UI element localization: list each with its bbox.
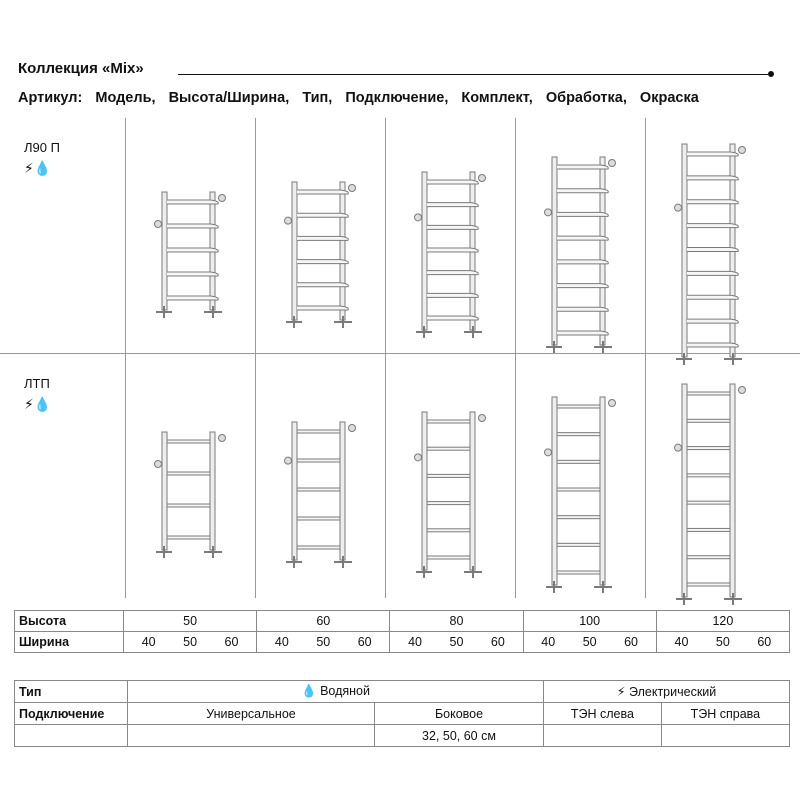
towel-rail-ltp-illustration xyxy=(150,424,230,564)
towel-rail-ltp-illustration xyxy=(410,404,490,584)
width-values xyxy=(257,632,390,653)
towel-rail-l90p-illustration xyxy=(410,164,490,344)
height-value: 60 xyxy=(257,611,390,632)
article-part: Артикул: xyxy=(18,90,83,106)
water-type xyxy=(128,681,544,703)
width-values xyxy=(390,632,523,653)
towel-rail-l90p-illustration xyxy=(280,174,360,334)
width-value: 60 xyxy=(490,635,505,649)
height-value: 80 xyxy=(390,611,523,632)
width-value: 50 xyxy=(183,635,198,649)
width-label: Ширина xyxy=(15,632,124,653)
width-value: 60 xyxy=(624,635,638,649)
ten-left: ТЭН слева xyxy=(544,703,662,725)
width-values xyxy=(124,632,257,653)
width-value: 40 xyxy=(274,635,289,649)
towel-rail-l90p-illustration xyxy=(670,136,750,371)
height-value: 50 xyxy=(124,611,257,632)
spec-table xyxy=(14,680,790,747)
towel-rail-l90p-illustration xyxy=(150,184,230,324)
width-value: 50 xyxy=(449,635,464,649)
width-value: 40 xyxy=(674,635,689,649)
water-label: Водяной xyxy=(320,684,370,698)
universal-connection: Универсальное xyxy=(128,703,375,725)
article-part: Комплект, xyxy=(461,90,533,106)
article-part: Модель, xyxy=(95,90,156,106)
ten-right: ТЭН справа xyxy=(661,703,789,725)
next-row-cell xyxy=(661,725,789,747)
article-line xyxy=(18,90,708,106)
article-part: Тип, xyxy=(302,90,333,106)
dimensions-table xyxy=(14,610,790,653)
collection-title-row xyxy=(18,60,778,82)
electric-type xyxy=(544,681,790,703)
grid-divider xyxy=(255,118,256,598)
title-rule xyxy=(178,74,768,75)
connection-label: Подключение xyxy=(15,703,128,725)
model-label-ltp: ЛТП xyxy=(24,376,50,391)
towel-rail-l90p-illustration xyxy=(540,149,620,359)
grid-divider xyxy=(515,118,516,598)
next-row-label xyxy=(15,725,128,747)
next-row-fragment: 32, 50, 60 см xyxy=(375,725,544,747)
type-label: Тип xyxy=(15,681,128,703)
grid-divider xyxy=(645,118,646,598)
height-value: 100 xyxy=(523,611,656,632)
width-value: 60 xyxy=(757,635,772,649)
collection-title: Коллекция «Mix» xyxy=(18,60,148,77)
side-connection: Боковое xyxy=(375,703,544,725)
width-value: 40 xyxy=(141,635,156,649)
width-values xyxy=(523,632,656,653)
width-value: 40 xyxy=(541,635,556,649)
next-row-cell xyxy=(128,725,375,747)
model-label-l90p: Л90 П xyxy=(24,140,60,155)
drop-icon: 💧 xyxy=(301,684,317,698)
electric-label: Электрический xyxy=(629,685,717,699)
towel-rail-ltp-illustration xyxy=(280,414,360,574)
product-image-grid xyxy=(0,118,800,598)
towel-rail-ltp-illustration xyxy=(540,389,620,599)
width-value: 50 xyxy=(715,635,730,649)
article-part: Высота/Ширина, xyxy=(168,90,290,106)
next-row-cell xyxy=(544,725,662,747)
article-part: Обработка, xyxy=(545,90,627,106)
width-value: 40 xyxy=(408,635,423,649)
width-values xyxy=(656,632,789,653)
height-value: 120 xyxy=(656,611,789,632)
article-part: Окраска xyxy=(639,90,699,106)
width-value: 60 xyxy=(357,635,372,649)
bolt-drop-icon: ⚡💧 xyxy=(24,160,52,176)
width-value: 60 xyxy=(224,635,239,649)
width-value: 50 xyxy=(582,635,597,649)
bolt-drop-icon: ⚡💧 xyxy=(24,396,52,412)
article-part: Подключение, xyxy=(345,90,449,106)
title-rule-end-dot xyxy=(768,71,774,77)
grid-divider xyxy=(125,118,126,598)
grid-divider xyxy=(385,118,386,598)
towel-rail-ltp-illustration xyxy=(670,376,750,611)
height-label: Высота xyxy=(15,611,124,632)
bolt-icon: ⚡ xyxy=(616,685,626,699)
width-value: 50 xyxy=(316,635,331,649)
